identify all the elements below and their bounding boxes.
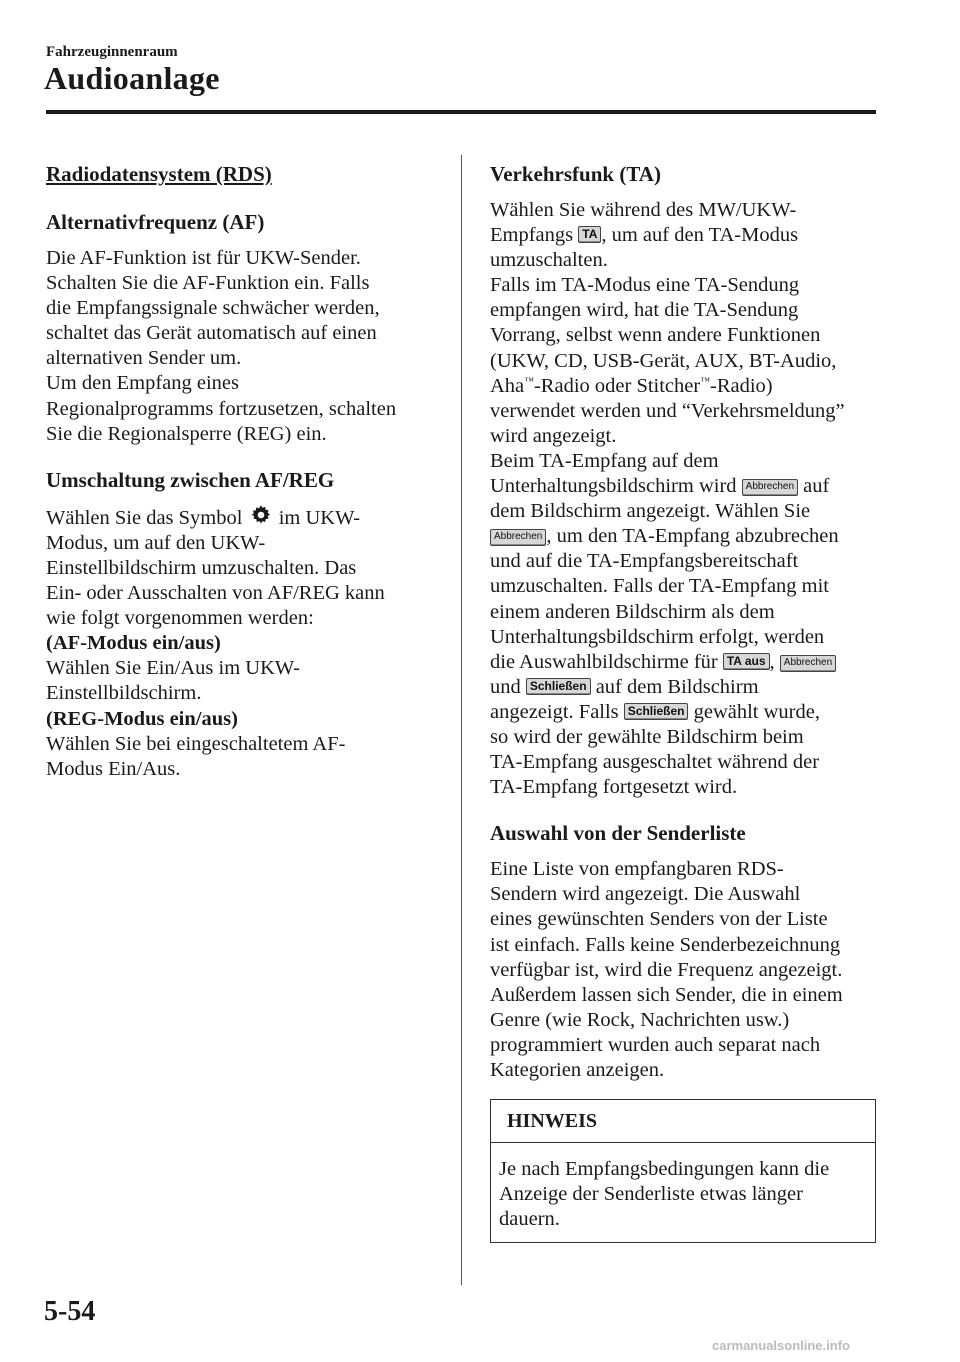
- text-line: Modus, um auf den UKW-: [46, 531, 266, 554]
- text-line: TA-Empfang fortgesetzt wird.: [490, 776, 738, 799]
- text-line: dauern.: [499, 1208, 560, 1231]
- schliessen-button: Schließen: [624, 703, 689, 720]
- text-line: Genre (wie Rock, Nachrichten usw.): [490, 1008, 790, 1031]
- text-line: so wird der gewählte Bildschirm beim: [490, 725, 804, 748]
- text-fragment: im UKW-: [278, 506, 361, 529]
- af-mode-heading: (AF-Modus ein/aus): [46, 632, 221, 655]
- text-line: umzuschalten. Falls der TA-Empfang mit: [490, 575, 830, 598]
- section-title-rds: Radiodatensystem (RDS): [46, 162, 272, 186]
- text-line: Um den Empfang eines: [46, 372, 239, 395]
- text-line: dem Bildschirm angezeigt. Wählen Sie: [490, 500, 811, 523]
- switch-paragraph: [46, 504, 444, 782]
- text-line: verwendet werden und “Verkehrsmeldung”: [490, 399, 845, 422]
- text-fragment: gewählt wurde,: [693, 700, 820, 723]
- text-line: Die AF-Funktion ist für UKW-Sender.: [46, 247, 361, 269]
- text-fragment: angezeigt. Falls: [490, 700, 619, 723]
- watermark: carmanualsonline.info: [712, 1338, 850, 1353]
- page-number: 5-54: [44, 1296, 96, 1327]
- trademark-symbol: ™: [700, 375, 711, 387]
- text-line: Sie die Regionalsperre (REG) ein.: [46, 422, 327, 445]
- text-line: eines gewünschten Senders von der Liste: [490, 908, 828, 931]
- heading-station-list: Auswahl von der Senderliste: [490, 821, 746, 846]
- abbrechen-button: Abbrechen: [490, 529, 546, 546]
- ta-paragraph: [490, 198, 880, 800]
- text-line: die Empfangssignale schwächer werden,: [46, 297, 380, 320]
- trademark-symbol: ™: [524, 375, 534, 387]
- ta-button: TA: [578, 226, 601, 243]
- text-line: Falls im TA-Modus eine TA-Sendung: [490, 274, 800, 297]
- text-fragment: Aha: [490, 374, 525, 397]
- chapter-label: Fahrzeuginnenraum: [46, 44, 178, 60]
- text-line: Schalten Sie die AF-Funktion ein. Falls: [46, 272, 370, 295]
- text-line: wird angezeigt.: [490, 424, 617, 447]
- text-line: [490, 700, 880, 725]
- heading-ta: Verkehrsfunk (TA): [490, 162, 661, 186]
- text-fragment: Empfangs: [490, 224, 574, 247]
- schliessen-button: Schließen: [526, 678, 591, 695]
- abbrechen-button: Abbrechen: [780, 655, 836, 672]
- heading-af: Alternativfrequenz (AF): [46, 210, 265, 234]
- text-line: Einstellbildschirm umzuschalten. Das: [46, 556, 357, 579]
- text-line: Wählen Sie bei eingeschaltetem AF-: [46, 732, 346, 755]
- text-line: einem anderen Bildschirm als dem: [490, 600, 775, 623]
- note-heading: HINWEIS: [491, 1100, 875, 1143]
- text-line: umzuschalten.: [490, 249, 608, 272]
- header-rule: [46, 110, 876, 114]
- text-fragment: , um auf den TA-Modus: [601, 224, 799, 247]
- text-fragment: und: [490, 675, 521, 698]
- text-line: TA-Empfang ausgeschaltet während der: [490, 751, 820, 774]
- text-fragment: die Auswahlbildschirme für: [490, 650, 718, 673]
- abbrechen-button: Abbrechen: [742, 479, 798, 496]
- text-fragment: , um den TA-Empfang abzubrechen: [546, 525, 839, 548]
- text-fragment: auf dem Bildschirm: [595, 675, 759, 698]
- text-line: Eine Liste von empfangbaren RDS-: [490, 858, 784, 881]
- text-fragment: Wählen Sie das Symbol: [46, 506, 243, 529]
- right-column: [490, 160, 880, 1083]
- text-line: Anzeige der Senderliste etwas länger: [499, 1183, 803, 1206]
- text-line: wie folgt vorgenommen werden:: [46, 607, 314, 630]
- text-line: programmiert wurden auch separat nach: [490, 1033, 821, 1056]
- text-line: [490, 524, 880, 549]
- text-line: [46, 504, 444, 531]
- heading-af-reg-switch: Umschaltung zwischen AF/REG: [46, 467, 335, 492]
- left-column: [46, 160, 444, 782]
- text-fragment: auf: [803, 475, 830, 498]
- note-box: [490, 1099, 876, 1243]
- text-fragment: ,: [769, 650, 775, 673]
- text-line: Modus Ein/Aus.: [46, 757, 181, 780]
- text-line: Je nach Empfangsbedingungen kann die: [499, 1158, 830, 1180]
- text-line: Wählen Sie während des MW/UKW-: [490, 199, 797, 221]
- text-line: Sendern wird angezeigt. Die Auswahl: [490, 883, 801, 906]
- text-line: [490, 374, 880, 399]
- text-line: Regionalprogramms fortzusetzen, schalten: [46, 397, 397, 420]
- text-fragment: -Radio oder Stitcher: [533, 374, 701, 397]
- text-line: und auf die TA-Empfangsbereitschaft: [490, 550, 799, 573]
- text-line: [490, 650, 880, 675]
- text-fragment: Unterhaltungsbildschirm wird: [490, 475, 737, 498]
- note-body: [491, 1143, 875, 1232]
- text-line: Wählen Sie Ein/Aus im UKW-: [46, 657, 300, 680]
- text-line: [490, 675, 880, 700]
- page-title: Audioanlage: [44, 60, 220, 96]
- text-line: [490, 223, 880, 248]
- text-line: verfügbar ist, wird die Frequenz angezeigt.: [490, 958, 843, 981]
- text-line: Ein- oder Ausschalten von AF/REG kann: [46, 582, 385, 605]
- ta-aus-button: TA aus: [723, 653, 770, 670]
- text-line: (UKW, CD, USB-Gerät, AUX, BT-Audio,: [490, 349, 837, 372]
- text-line: schaltet das Gerät automatisch auf einen: [46, 322, 377, 345]
- text-line: Kategorien anzeigen.: [490, 1059, 665, 1081]
- text-line: alternativen Sender um.: [46, 347, 242, 370]
- text-line: [490, 474, 880, 499]
- station-list-paragraph: [490, 857, 880, 1083]
- gear-icon: [250, 504, 272, 526]
- reg-mode-heading: (REG-Modus ein/aus): [46, 707, 238, 730]
- text-line: Vorrang, selbst wenn andere Funktionen: [490, 324, 821, 347]
- text-line: ist einfach. Falls keine Senderbezeichnung: [490, 933, 841, 956]
- af-paragraph: [46, 246, 444, 447]
- text-line: empfangen wird, hat die TA-Sendung: [490, 299, 799, 322]
- column-divider: [461, 155, 462, 1285]
- text-fragment: -Radio): [710, 374, 773, 397]
- text-line: Unterhaltungsbildschirm erfolgt, werden: [490, 625, 825, 648]
- text-line: Beim TA-Empfang auf dem: [490, 449, 719, 472]
- text-line: Einstellbildschirm.: [46, 682, 202, 705]
- text-line: Außerdem lassen sich Sender, die in einem: [490, 983, 843, 1006]
